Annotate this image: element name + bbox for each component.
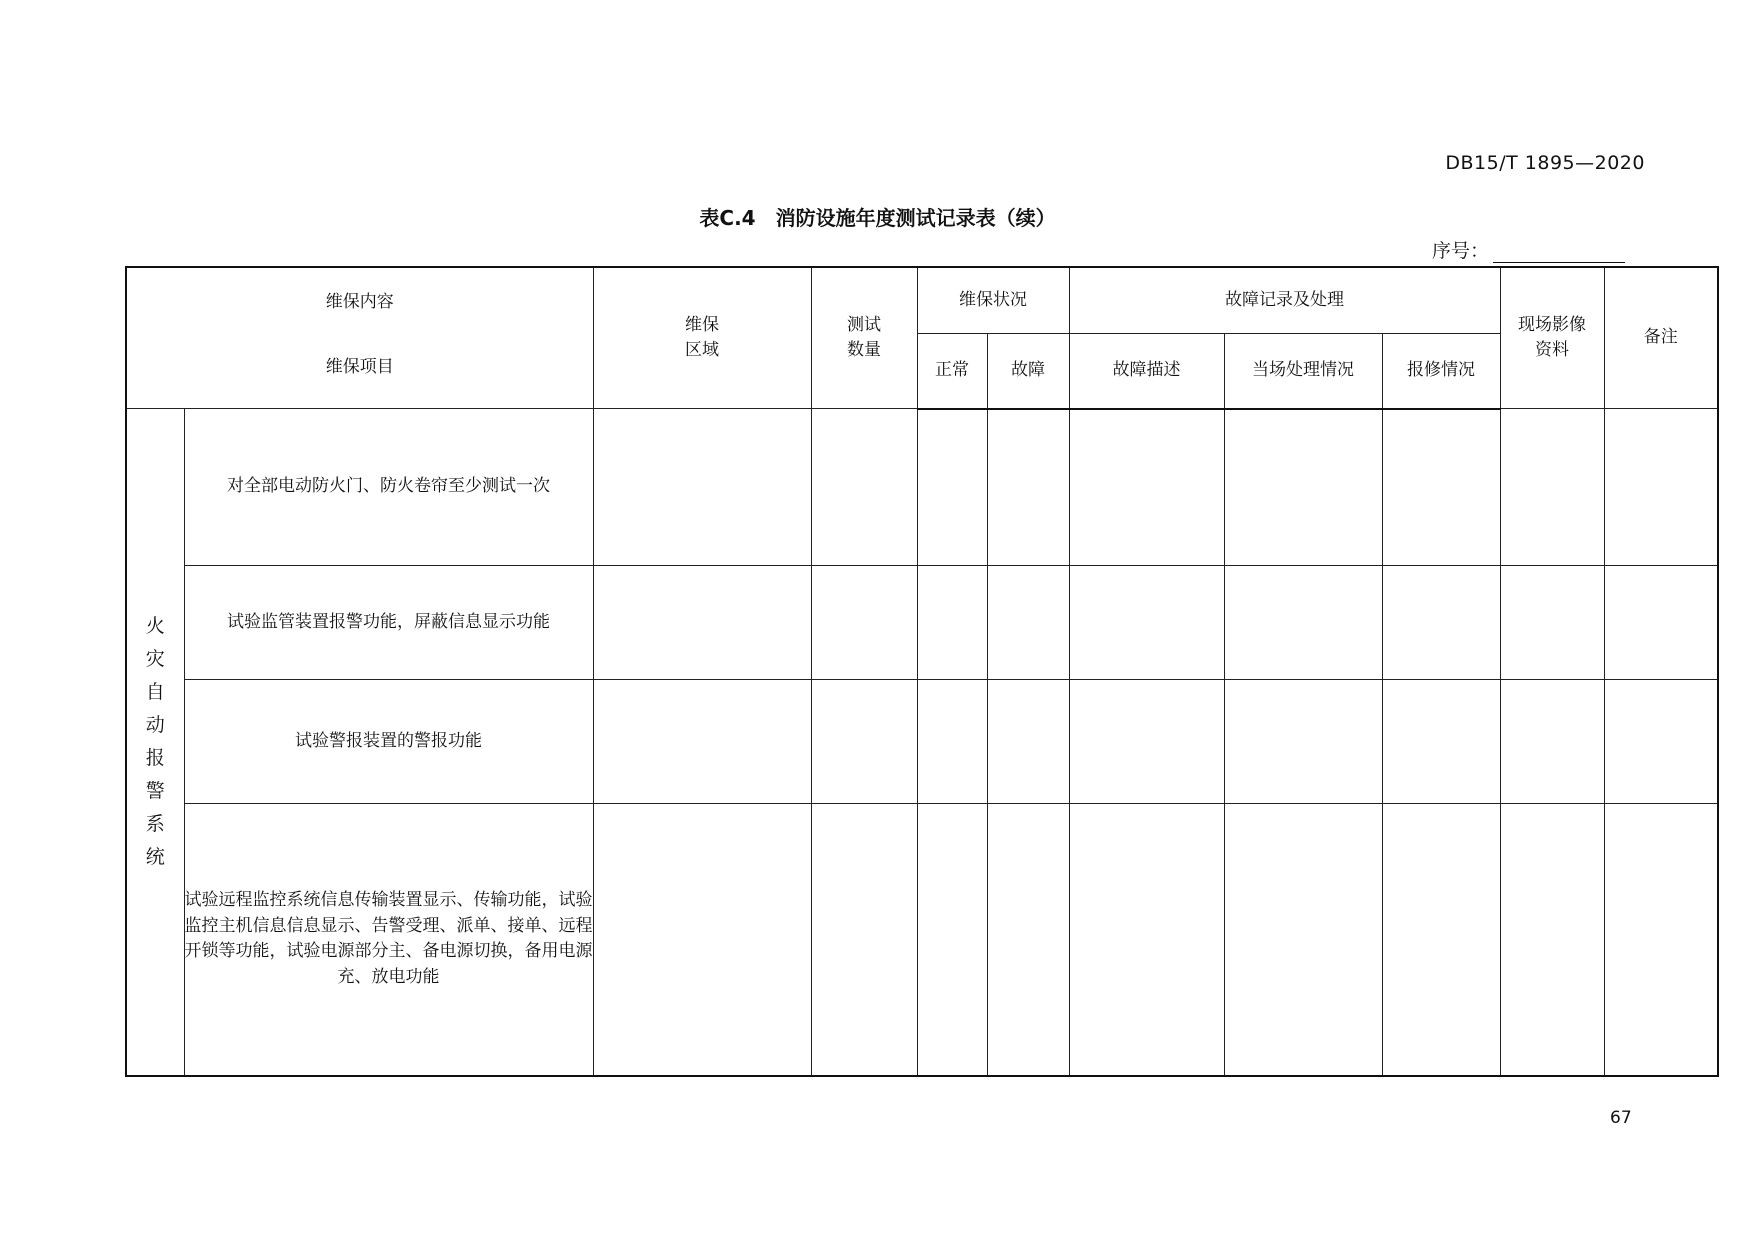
category-cell xyxy=(126,409,184,1076)
header-fault-onsite: 当场处理情况 xyxy=(1224,334,1382,409)
header-status-fault: 故障 xyxy=(987,334,1069,409)
header-status-normal: 正常 xyxy=(917,334,987,409)
cell-area[interactable] xyxy=(593,409,811,566)
cell-fault[interactable] xyxy=(987,409,1069,566)
table-row xyxy=(126,566,1718,680)
standard-code: DB15/T 1895—2020 xyxy=(1445,152,1645,174)
cell-area[interactable] xyxy=(593,566,811,680)
header-status: 维保状况 xyxy=(917,267,1069,334)
cell-fault-desc[interactable] xyxy=(1069,566,1224,680)
cell-normal[interactable] xyxy=(917,409,987,566)
cell-onsite[interactable] xyxy=(1224,680,1382,804)
cell-fault[interactable] xyxy=(987,680,1069,804)
serial-blank-line[interactable] xyxy=(1493,240,1625,263)
page-number: 67 xyxy=(1610,1108,1632,1128)
item-cell: 对全部电动防火门、防火卷帘至少测试一次 xyxy=(184,409,593,566)
table-title: 表C.4 消防设施年度测试记录表（续） xyxy=(699,206,1056,230)
header-maintenance-item: 维保项目 xyxy=(325,356,394,377)
cell-image[interactable] xyxy=(1500,409,1604,566)
cell-fault-desc[interactable] xyxy=(1069,680,1224,804)
cell-remark[interactable] xyxy=(1604,680,1718,804)
header-maintenance-content: 维保内容 xyxy=(325,292,394,312)
cell-repair[interactable] xyxy=(1382,804,1500,1076)
cell-quantity[interactable] xyxy=(811,409,917,566)
header-remark: 备注 xyxy=(1604,267,1718,409)
cell-fault-desc[interactable] xyxy=(1069,409,1224,566)
header-area: 维保 区域 xyxy=(593,267,811,409)
cell-normal[interactable] xyxy=(917,680,987,804)
cell-fault[interactable] xyxy=(987,804,1069,1076)
cell-repair[interactable] xyxy=(1382,680,1500,804)
header-fault-repair: 报修情况 xyxy=(1382,334,1500,409)
cell-remark[interactable] xyxy=(1604,804,1718,1076)
cell-remark[interactable] xyxy=(1604,566,1718,680)
category-label: 火灾自动报警系统 xyxy=(145,614,165,868)
cell-normal[interactable] xyxy=(917,566,987,680)
cell-quantity[interactable] xyxy=(811,680,917,804)
cell-repair[interactable] xyxy=(1382,409,1500,566)
cell-image[interactable] xyxy=(1500,804,1604,1076)
table-row xyxy=(126,804,1718,1076)
header-content-item xyxy=(126,267,593,409)
serial-label: 序号： xyxy=(1431,240,1489,262)
item-cell: 试验远程监控系统信息传输装置显示、传输功能，试验监控主机信息信息显示、告警受理、派单、接单、远程开锁等功能，试验电源部分主、备电源切换，备用电源充、放电功能 xyxy=(184,804,593,1076)
header-fault-desc: 故障描述 xyxy=(1069,334,1224,409)
item-cell: 试验警报装置的警报功能 xyxy=(184,680,593,804)
cell-area[interactable] xyxy=(593,804,811,1076)
cell-remark[interactable] xyxy=(1604,409,1718,566)
header-quantity: 测试 数量 xyxy=(811,267,917,409)
header-fault-record: 故障记录及处理 xyxy=(1069,267,1500,334)
cell-fault-desc[interactable] xyxy=(1069,804,1224,1076)
header-image: 现场影像 资料 xyxy=(1500,267,1604,409)
cell-image[interactable] xyxy=(1500,566,1604,680)
table-row xyxy=(126,680,1718,804)
test-record-table xyxy=(125,266,1719,1077)
cell-onsite[interactable] xyxy=(1224,409,1382,566)
serial-number-field xyxy=(1432,236,1625,263)
table-row xyxy=(126,409,1718,566)
cell-normal[interactable] xyxy=(917,804,987,1076)
cell-quantity[interactable] xyxy=(811,804,917,1076)
cell-image[interactable] xyxy=(1500,680,1604,804)
cell-repair[interactable] xyxy=(1382,566,1500,680)
item-cell: 试验监管装置报警功能，屏蔽信息显示功能 xyxy=(184,566,593,680)
cell-onsite[interactable] xyxy=(1224,566,1382,680)
cell-fault[interactable] xyxy=(987,566,1069,680)
cell-onsite[interactable] xyxy=(1224,804,1382,1076)
cell-area[interactable] xyxy=(593,680,811,804)
cell-quantity[interactable] xyxy=(811,566,917,680)
